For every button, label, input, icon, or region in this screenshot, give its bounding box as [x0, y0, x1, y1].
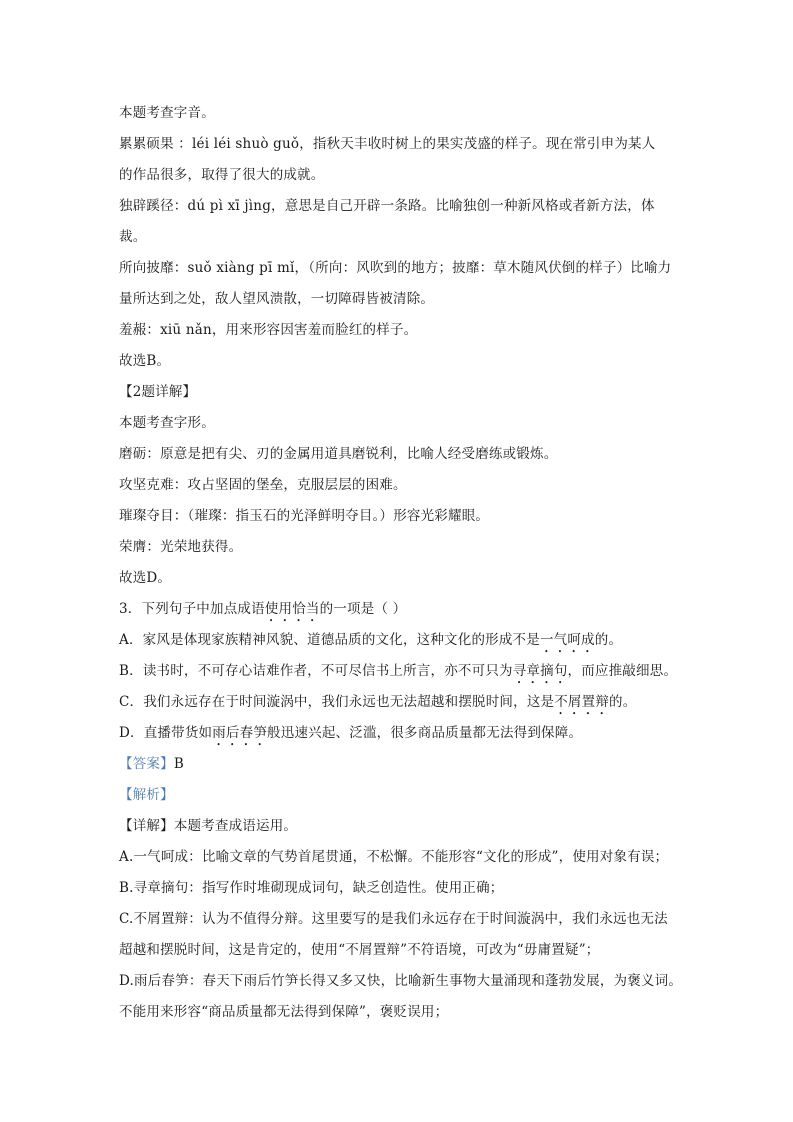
q1-item-1-cont: 的作品很多，取得了很大的成就。: [119, 167, 325, 183]
q3-analysis-d-cont: 不能用来形容“商品质量都无法得到保障”，褒贬误用；: [119, 1004, 449, 1020]
q2-item-1: 磨砺：原意是把有尖、刃的金属用道具磨锐利，比喻人经受磨练或锻炼。: [119, 446, 558, 462]
q2-item-4: 荣膺：光荣地获得。: [119, 539, 243, 555]
q1-item-4: 羞赧：xiū nǎn，用来形容因害羞而脸红的样子。: [119, 322, 418, 338]
option-text: ，而应推敲细思。: [567, 663, 678, 679]
q3-answer: [119, 752, 679, 783]
option-text: C．我们永远存在于时间漩涡中，我们永远也无法超越和摆脱时间，这是: [119, 694, 555, 710]
q1-item-3-cont: 量所达到之处，敌人望风溃散，一切障碍皆被清除。: [119, 291, 435, 307]
option-text: D．直播带货如: [119, 725, 213, 741]
q3-option-c: [119, 690, 679, 721]
q3-option-b: [119, 659, 679, 690]
q1-item-1: 累累硕果 ：léi léi shuò guǒ，指秋天丰收时树上的果实茂盛的样子。现在常引申为某人: [119, 136, 656, 152]
q1-item-3: 所向披靡：suǒ xiàng pī mǐ，（所向：风吹到的地方；披靡：草木随风伏倒的样子）比喻力: [119, 260, 672, 276]
q1-item-2-cont: 裁。: [119, 229, 147, 245]
q3-analysis-b: B.寻章摘句：指写作时堆砌现成词句，缺乏创造性。使用正确；: [119, 880, 504, 896]
q3-stem: [119, 597, 679, 628]
option-text: 般迅速兴起、泛滥，很多商品质量都无法得到保障。: [267, 725, 583, 741]
q3-stem-post: 的一项是（ ）: [319, 601, 407, 617]
q3-stem-dotted: 使用恰当: [264, 601, 320, 617]
q2-heading: 【2题详解】: [119, 384, 197, 400]
q2-conclusion: 故选D。: [119, 570, 172, 586]
q1-conclusion: 故选B。: [119, 353, 171, 369]
q3-option-a: [119, 628, 679, 659]
answer-value: B: [173, 756, 184, 772]
option-idiom: 不屑置辩: [554, 694, 610, 710]
option-text: 的。: [609, 694, 637, 710]
q3-analysis-a: A.一气呵成：比喻文章的气势首尾贯通，不松懈。不能形容“文化的形成”，使用对象有误；: [119, 849, 669, 865]
q3-analysis-d: D.雨后春笋：春天下雨后竹笋长得又多又快，比喻新生事物大量涌现和蓬勃发展，为褒义词。: [119, 973, 683, 989]
q3-analysis-heading: [119, 783, 679, 814]
option-idiom: 寻章摘句: [512, 663, 568, 679]
q1-item-2: 独辟蹊径：dú pì xī jìng，意思是自己开辟一条路。比喻独创一种新风格或者新方法，体: [119, 198, 655, 214]
q3-option-d: [119, 721, 679, 752]
q1-intro: 本题考查字音。: [119, 105, 215, 121]
q3-analysis-c-cont: 超越和摆脱时间，这是肯定的，使用“不屑置辩”不符语境，可改为“毋庸置疑”；: [119, 942, 600, 958]
option-idiom: 一气呵成: [539, 632, 595, 648]
option-text: 的。: [594, 632, 623, 648]
detail-label: 【详解】: [119, 818, 174, 834]
option-idiom: 雨后春笋: [212, 725, 268, 741]
q3-stem-pre: 3．下列句子中加点成语: [119, 601, 265, 617]
q3-detail: [119, 814, 679, 845]
answer-label: 【答案】: [119, 756, 174, 772]
q2-item-3: 璀璨夺目：（璀璨：指玉石的光泽鲜明夺目。）形容光彩耀眼。: [119, 508, 490, 524]
option-text: A．家风是体现家族精神风貌、道德品质的文化，这种文化的形成不是: [119, 632, 540, 648]
option-text: B．读书时，不可存心诘难作者，不可尽信书上所言，亦不可只为: [119, 663, 513, 679]
q3-analysis-c: C.不屑置辩：认为不值得分辩。这里要写的是我们永远存在于时间漩涡中，我们永远也无法: [119, 911, 668, 927]
analysis-label: 【解析】: [119, 787, 174, 803]
document-page: [119, 101, 683, 1031]
q2-intro: 本题考查字形。: [119, 415, 215, 431]
detail-intro: 本题考查成语运用。: [173, 818, 298, 834]
q2-item-2: 攻坚克难：攻占坚固的堡垒，克服层层的困难。: [119, 477, 407, 493]
